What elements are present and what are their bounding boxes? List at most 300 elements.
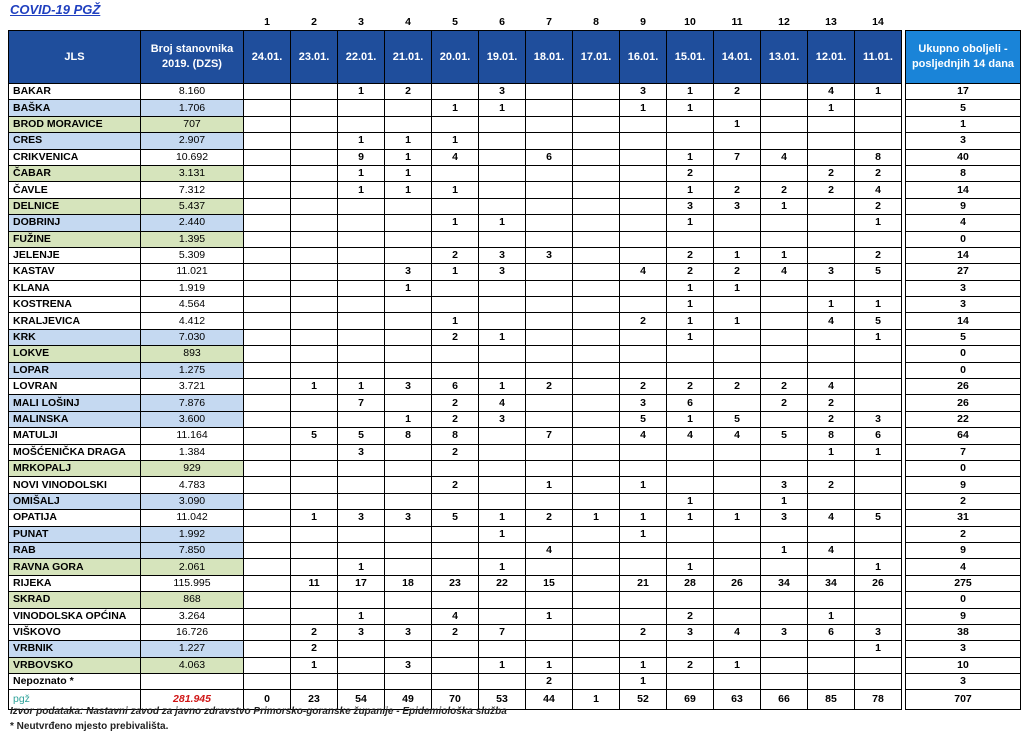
case-count-cell (526, 526, 573, 542)
day-number: 12 (778, 15, 790, 28)
case-count-cell: 1 (855, 297, 902, 313)
case-count-cell (573, 477, 620, 493)
case-count-cell: 5 (620, 411, 667, 427)
case-count-cell (620, 493, 667, 509)
case-count-cell: 6 (855, 428, 902, 444)
case-count-cell: 1 (855, 641, 902, 657)
total-cell: 2 (906, 526, 1021, 542)
case-count-cell (620, 444, 667, 460)
total-cell: 9 (906, 198, 1021, 214)
case-count-cell: 1 (479, 559, 526, 575)
header-date: 17.01. (573, 31, 620, 84)
municipality-name: KRK (9, 329, 141, 345)
case-count-cell (761, 444, 808, 460)
case-count-cell: 1 (667, 215, 714, 231)
municipality-name: KASTAV (9, 264, 141, 280)
case-count-cell (573, 460, 620, 476)
case-count-cell: 3 (385, 379, 432, 395)
case-count-cell: 4 (432, 608, 479, 624)
case-count-cell (573, 575, 620, 591)
case-count-cell (573, 624, 620, 640)
table-row (9, 542, 1021, 558)
municipality-name: RAVNA GORA (9, 559, 141, 575)
case-count-cell (291, 198, 338, 214)
case-count-cell (526, 395, 573, 411)
header-total: Ukupno oboljeli - posljednjih 14 dana (906, 31, 1021, 84)
day-number-row (9, 14, 1021, 31)
case-count-cell (526, 182, 573, 198)
population-cell: 893 (141, 346, 244, 362)
case-count-cell (244, 559, 291, 575)
case-count-cell (291, 608, 338, 624)
table-row (9, 133, 1021, 149)
municipality-name: DELNICE (9, 198, 141, 214)
case-count-cell (808, 657, 855, 673)
case-count-cell (714, 542, 761, 558)
case-count-cell: 2 (667, 379, 714, 395)
case-count-cell (526, 264, 573, 280)
case-count-cell (291, 116, 338, 132)
case-count-cell (855, 477, 902, 493)
case-count-cell: 1 (855, 84, 902, 100)
case-count-cell (573, 264, 620, 280)
case-count-cell (761, 526, 808, 542)
total-cell: 9 (906, 542, 1021, 558)
case-count-cell: 1 (432, 133, 479, 149)
case-count-cell (855, 133, 902, 149)
case-count-cell (855, 460, 902, 476)
case-count-cell: 6 (526, 149, 573, 165)
case-count-cell: 1 (479, 526, 526, 542)
case-count-cell (573, 395, 620, 411)
case-count-cell (479, 165, 526, 181)
case-count-cell (432, 674, 479, 690)
case-count-cell (855, 674, 902, 690)
case-count-cell: 2 (808, 477, 855, 493)
case-count-cell (479, 346, 526, 362)
case-count-cell (620, 592, 667, 608)
case-count-cell (385, 444, 432, 460)
case-count-cell: 6 (432, 379, 479, 395)
case-count-cell (620, 297, 667, 313)
case-count-cell (808, 280, 855, 296)
case-count-cell (526, 460, 573, 476)
case-count-cell (526, 198, 573, 214)
case-count-cell (667, 641, 714, 657)
case-count-cell (338, 313, 385, 329)
case-count-cell: 4 (479, 395, 526, 411)
case-count-cell (244, 510, 291, 526)
total-cell: 3 (906, 297, 1021, 313)
total-cell: 4 (906, 559, 1021, 575)
case-count-cell (338, 215, 385, 231)
case-count-cell (338, 477, 385, 493)
table-row (9, 575, 1021, 591)
case-count-cell (479, 477, 526, 493)
case-count-cell (479, 133, 526, 149)
case-count-cell (385, 297, 432, 313)
header-row (9, 31, 1021, 84)
municipality-name: KLANA (9, 280, 141, 296)
case-count-cell (620, 641, 667, 657)
case-count-cell: 3 (761, 510, 808, 526)
case-count-cell (808, 493, 855, 509)
covid-cases-table (8, 14, 1021, 710)
case-count-cell (338, 329, 385, 345)
case-count-cell: 2 (855, 198, 902, 214)
municipality-name: JELENJE (9, 247, 141, 263)
case-count-cell: 1 (761, 247, 808, 263)
case-count-cell (573, 592, 620, 608)
case-count-cell (761, 215, 808, 231)
day-number: 7 (546, 15, 552, 28)
table-row (9, 395, 1021, 411)
total-cell: 40 (906, 149, 1021, 165)
population-cell: 7.876 (141, 395, 244, 411)
case-count-cell (808, 559, 855, 575)
case-count-cell: 1 (432, 264, 479, 280)
case-count-cell (244, 379, 291, 395)
table-row (9, 608, 1021, 624)
case-count-cell: 1 (667, 493, 714, 509)
case-count-cell (573, 231, 620, 247)
case-count-cell: 1 (620, 477, 667, 493)
case-count-cell (479, 198, 526, 214)
population-cell (141, 674, 244, 690)
population-cell: 1.384 (141, 444, 244, 460)
case-count-cell (432, 559, 479, 575)
case-count-cell (526, 84, 573, 100)
case-count-cell (620, 542, 667, 558)
blank-cell (9, 14, 141, 31)
case-count-cell: 3 (761, 624, 808, 640)
case-count-cell (244, 362, 291, 378)
case-count-cell: 2 (620, 379, 667, 395)
case-count-cell: 1 (761, 493, 808, 509)
case-count-cell (244, 297, 291, 313)
table-row (9, 428, 1021, 444)
case-count-cell: 1 (667, 510, 714, 526)
case-count-cell: 1 (761, 542, 808, 558)
case-count-cell (479, 460, 526, 476)
case-count-cell (385, 215, 432, 231)
case-count-cell (291, 329, 338, 345)
case-count-cell (573, 428, 620, 444)
case-count-cell (526, 493, 573, 509)
total-cell: 14 (906, 182, 1021, 198)
header-date: 23.01. (291, 31, 338, 84)
case-count-cell: 3 (855, 411, 902, 427)
table-row (9, 116, 1021, 132)
case-count-cell: 1 (808, 297, 855, 313)
case-count-cell (244, 641, 291, 657)
case-count-cell: 2 (714, 182, 761, 198)
case-count-cell (620, 608, 667, 624)
case-count-cell (432, 362, 479, 378)
case-count-cell: 1 (667, 411, 714, 427)
header-date: 19.01. (479, 31, 526, 84)
case-count-cell (338, 460, 385, 476)
table-row (9, 379, 1021, 395)
case-count-cell (479, 608, 526, 624)
case-count-cell (714, 493, 761, 509)
case-count-cell: 1 (620, 100, 667, 116)
header-date: 22.01. (338, 31, 385, 84)
case-count-cell (573, 526, 620, 542)
case-count-cell (432, 84, 479, 100)
case-count-cell: 9 (338, 149, 385, 165)
case-count-cell (620, 215, 667, 231)
day-number: 2 (311, 15, 317, 28)
sum-day-cell: 52 (620, 690, 667, 710)
case-count-cell (761, 313, 808, 329)
case-count-cell: 3 (761, 477, 808, 493)
case-count-cell (573, 657, 620, 673)
case-count-cell: 1 (385, 280, 432, 296)
case-count-cell (526, 329, 573, 345)
total-cell: 26 (906, 395, 1021, 411)
case-count-cell (244, 247, 291, 263)
case-count-cell (385, 100, 432, 116)
case-count-cell (526, 100, 573, 116)
case-count-cell (479, 280, 526, 296)
sum-day-cell: 63 (714, 690, 761, 710)
case-count-cell: 1 (667, 313, 714, 329)
case-count-cell: 2 (432, 444, 479, 460)
sum-day-cell: 1 (573, 690, 620, 710)
case-count-cell: 1 (338, 133, 385, 149)
case-count-cell: 3 (338, 624, 385, 640)
case-count-cell (432, 641, 479, 657)
case-count-cell (291, 526, 338, 542)
case-count-cell (714, 477, 761, 493)
case-count-cell (573, 608, 620, 624)
case-count-cell: 2 (432, 624, 479, 640)
case-count-cell: 2 (714, 264, 761, 280)
population-cell: 11.042 (141, 510, 244, 526)
case-count-cell (714, 526, 761, 542)
total-cell: 31 (906, 510, 1021, 526)
case-count-cell: 7 (526, 428, 573, 444)
case-count-cell: 3 (385, 657, 432, 673)
case-count-cell: 1 (620, 510, 667, 526)
case-count-cell: 1 (432, 313, 479, 329)
case-count-cell (573, 559, 620, 575)
case-count-cell (291, 84, 338, 100)
case-count-cell (244, 592, 291, 608)
case-count-cell: 2 (855, 165, 902, 181)
case-count-cell (620, 133, 667, 149)
case-count-cell: 23 (432, 575, 479, 591)
table-row (9, 460, 1021, 476)
case-count-cell: 2 (761, 395, 808, 411)
municipality-name: LOVRAN (9, 379, 141, 395)
case-count-cell (761, 657, 808, 673)
case-count-cell (761, 165, 808, 181)
case-count-cell (620, 362, 667, 378)
case-count-cell (526, 313, 573, 329)
case-count-cell (432, 592, 479, 608)
case-count-cell: 1 (714, 280, 761, 296)
table-row (9, 215, 1021, 231)
case-count-cell (855, 362, 902, 378)
case-count-cell (338, 198, 385, 214)
case-count-cell (291, 395, 338, 411)
case-count-cell (573, 444, 620, 460)
total-cell: 0 (906, 231, 1021, 247)
case-count-cell: 1 (432, 215, 479, 231)
case-count-cell: 2 (526, 510, 573, 526)
case-count-cell (761, 297, 808, 313)
case-count-cell (479, 493, 526, 509)
case-count-cell (761, 608, 808, 624)
case-count-cell (291, 444, 338, 460)
table-row (9, 362, 1021, 378)
case-count-cell (244, 100, 291, 116)
case-count-cell (573, 493, 620, 509)
sum-total: 707 (906, 690, 1021, 710)
case-count-cell: 7 (479, 624, 526, 640)
case-count-cell (291, 149, 338, 165)
case-count-cell (291, 280, 338, 296)
case-count-cell (573, 297, 620, 313)
case-count-cell: 26 (855, 575, 902, 591)
table-row (9, 444, 1021, 460)
case-count-cell: 5 (761, 428, 808, 444)
case-count-cell: 4 (620, 428, 667, 444)
case-count-cell (573, 346, 620, 362)
case-count-cell (667, 526, 714, 542)
header-date: 18.01. (526, 31, 573, 84)
header-date: 15.01. (667, 31, 714, 84)
case-count-cell: 4 (808, 379, 855, 395)
case-count-cell (432, 526, 479, 542)
case-count-cell: 34 (808, 575, 855, 591)
case-count-cell (291, 674, 338, 690)
case-count-cell (808, 460, 855, 476)
municipality-name: VINODOLSKA OPĆINA (9, 608, 141, 624)
case-count-cell (338, 264, 385, 280)
case-count-cell (761, 592, 808, 608)
total-cell: 27 (906, 264, 1021, 280)
case-count-cell (244, 313, 291, 329)
case-count-cell: 1 (385, 165, 432, 181)
case-count-cell (761, 346, 808, 362)
case-count-cell (291, 362, 338, 378)
case-count-cell (385, 362, 432, 378)
sum-day-cell: 54 (338, 690, 385, 710)
case-count-cell (244, 526, 291, 542)
case-count-cell: 1 (667, 182, 714, 198)
case-count-cell (338, 526, 385, 542)
case-count-cell (291, 100, 338, 116)
population-cell: 4.564 (141, 297, 244, 313)
case-count-cell (291, 313, 338, 329)
case-count-cell (620, 231, 667, 247)
sum-population: 281.945 (141, 690, 244, 710)
case-count-cell (761, 362, 808, 378)
case-count-cell (432, 280, 479, 296)
case-count-cell (808, 329, 855, 345)
case-count-cell (620, 198, 667, 214)
case-count-cell (244, 231, 291, 247)
header-population: Broj stanovnika 2019. (DZS) (141, 31, 244, 84)
case-count-cell (291, 542, 338, 558)
case-count-cell (808, 362, 855, 378)
header-jls: JLS (9, 31, 141, 84)
case-count-cell (244, 84, 291, 100)
case-count-cell: 1 (714, 247, 761, 263)
day-number: 14 (872, 15, 884, 28)
case-count-cell (855, 379, 902, 395)
total-cell: 0 (906, 460, 1021, 476)
case-count-cell: 3 (620, 84, 667, 100)
total-cell: 275 (906, 575, 1021, 591)
municipality-name: MATULJI (9, 428, 141, 444)
case-count-cell (526, 297, 573, 313)
case-count-cell (385, 329, 432, 345)
case-count-cell (432, 493, 479, 509)
case-count-cell (244, 395, 291, 411)
header-date: 14.01. (714, 31, 761, 84)
total-cell: 0 (906, 346, 1021, 362)
case-count-cell: 1 (338, 182, 385, 198)
footnote: * Neutvrđeno mjesto prebivališta. (10, 721, 169, 732)
case-count-cell: 1 (291, 510, 338, 526)
table-row (9, 313, 1021, 329)
case-count-cell (385, 247, 432, 263)
header-date: 16.01. (620, 31, 667, 84)
case-count-cell: 1 (620, 674, 667, 690)
case-count-cell: 1 (808, 100, 855, 116)
case-count-cell: 1 (667, 559, 714, 575)
case-count-cell: 3 (620, 395, 667, 411)
case-count-cell (385, 395, 432, 411)
case-count-cell (808, 215, 855, 231)
case-count-cell (855, 231, 902, 247)
case-count-cell (714, 444, 761, 460)
case-count-cell: 2 (526, 674, 573, 690)
case-count-cell (808, 592, 855, 608)
case-count-cell (385, 231, 432, 247)
header-date: 12.01. (808, 31, 855, 84)
case-count-cell (620, 329, 667, 345)
case-count-cell (291, 182, 338, 198)
case-count-cell (432, 165, 479, 181)
case-count-cell: 22 (479, 575, 526, 591)
case-count-cell (667, 592, 714, 608)
municipality-name: SKRAD (9, 592, 141, 608)
case-count-cell (338, 346, 385, 362)
case-count-cell (573, 411, 620, 427)
case-count-cell: 2 (432, 411, 479, 427)
case-count-cell: 2 (808, 395, 855, 411)
case-count-cell: 1 (855, 444, 902, 460)
total-cell: 26 (906, 379, 1021, 395)
case-count-cell (573, 149, 620, 165)
case-count-cell: 3 (385, 264, 432, 280)
case-count-cell (714, 362, 761, 378)
case-count-cell: 1 (385, 133, 432, 149)
total-cell: 22 (906, 411, 1021, 427)
case-count-cell: 1 (385, 411, 432, 427)
case-count-cell: 2 (667, 608, 714, 624)
case-count-cell (526, 559, 573, 575)
case-count-cell: 1 (620, 657, 667, 673)
case-count-cell (291, 346, 338, 362)
sum-day-cell: 44 (526, 690, 573, 710)
case-count-cell (526, 231, 573, 247)
